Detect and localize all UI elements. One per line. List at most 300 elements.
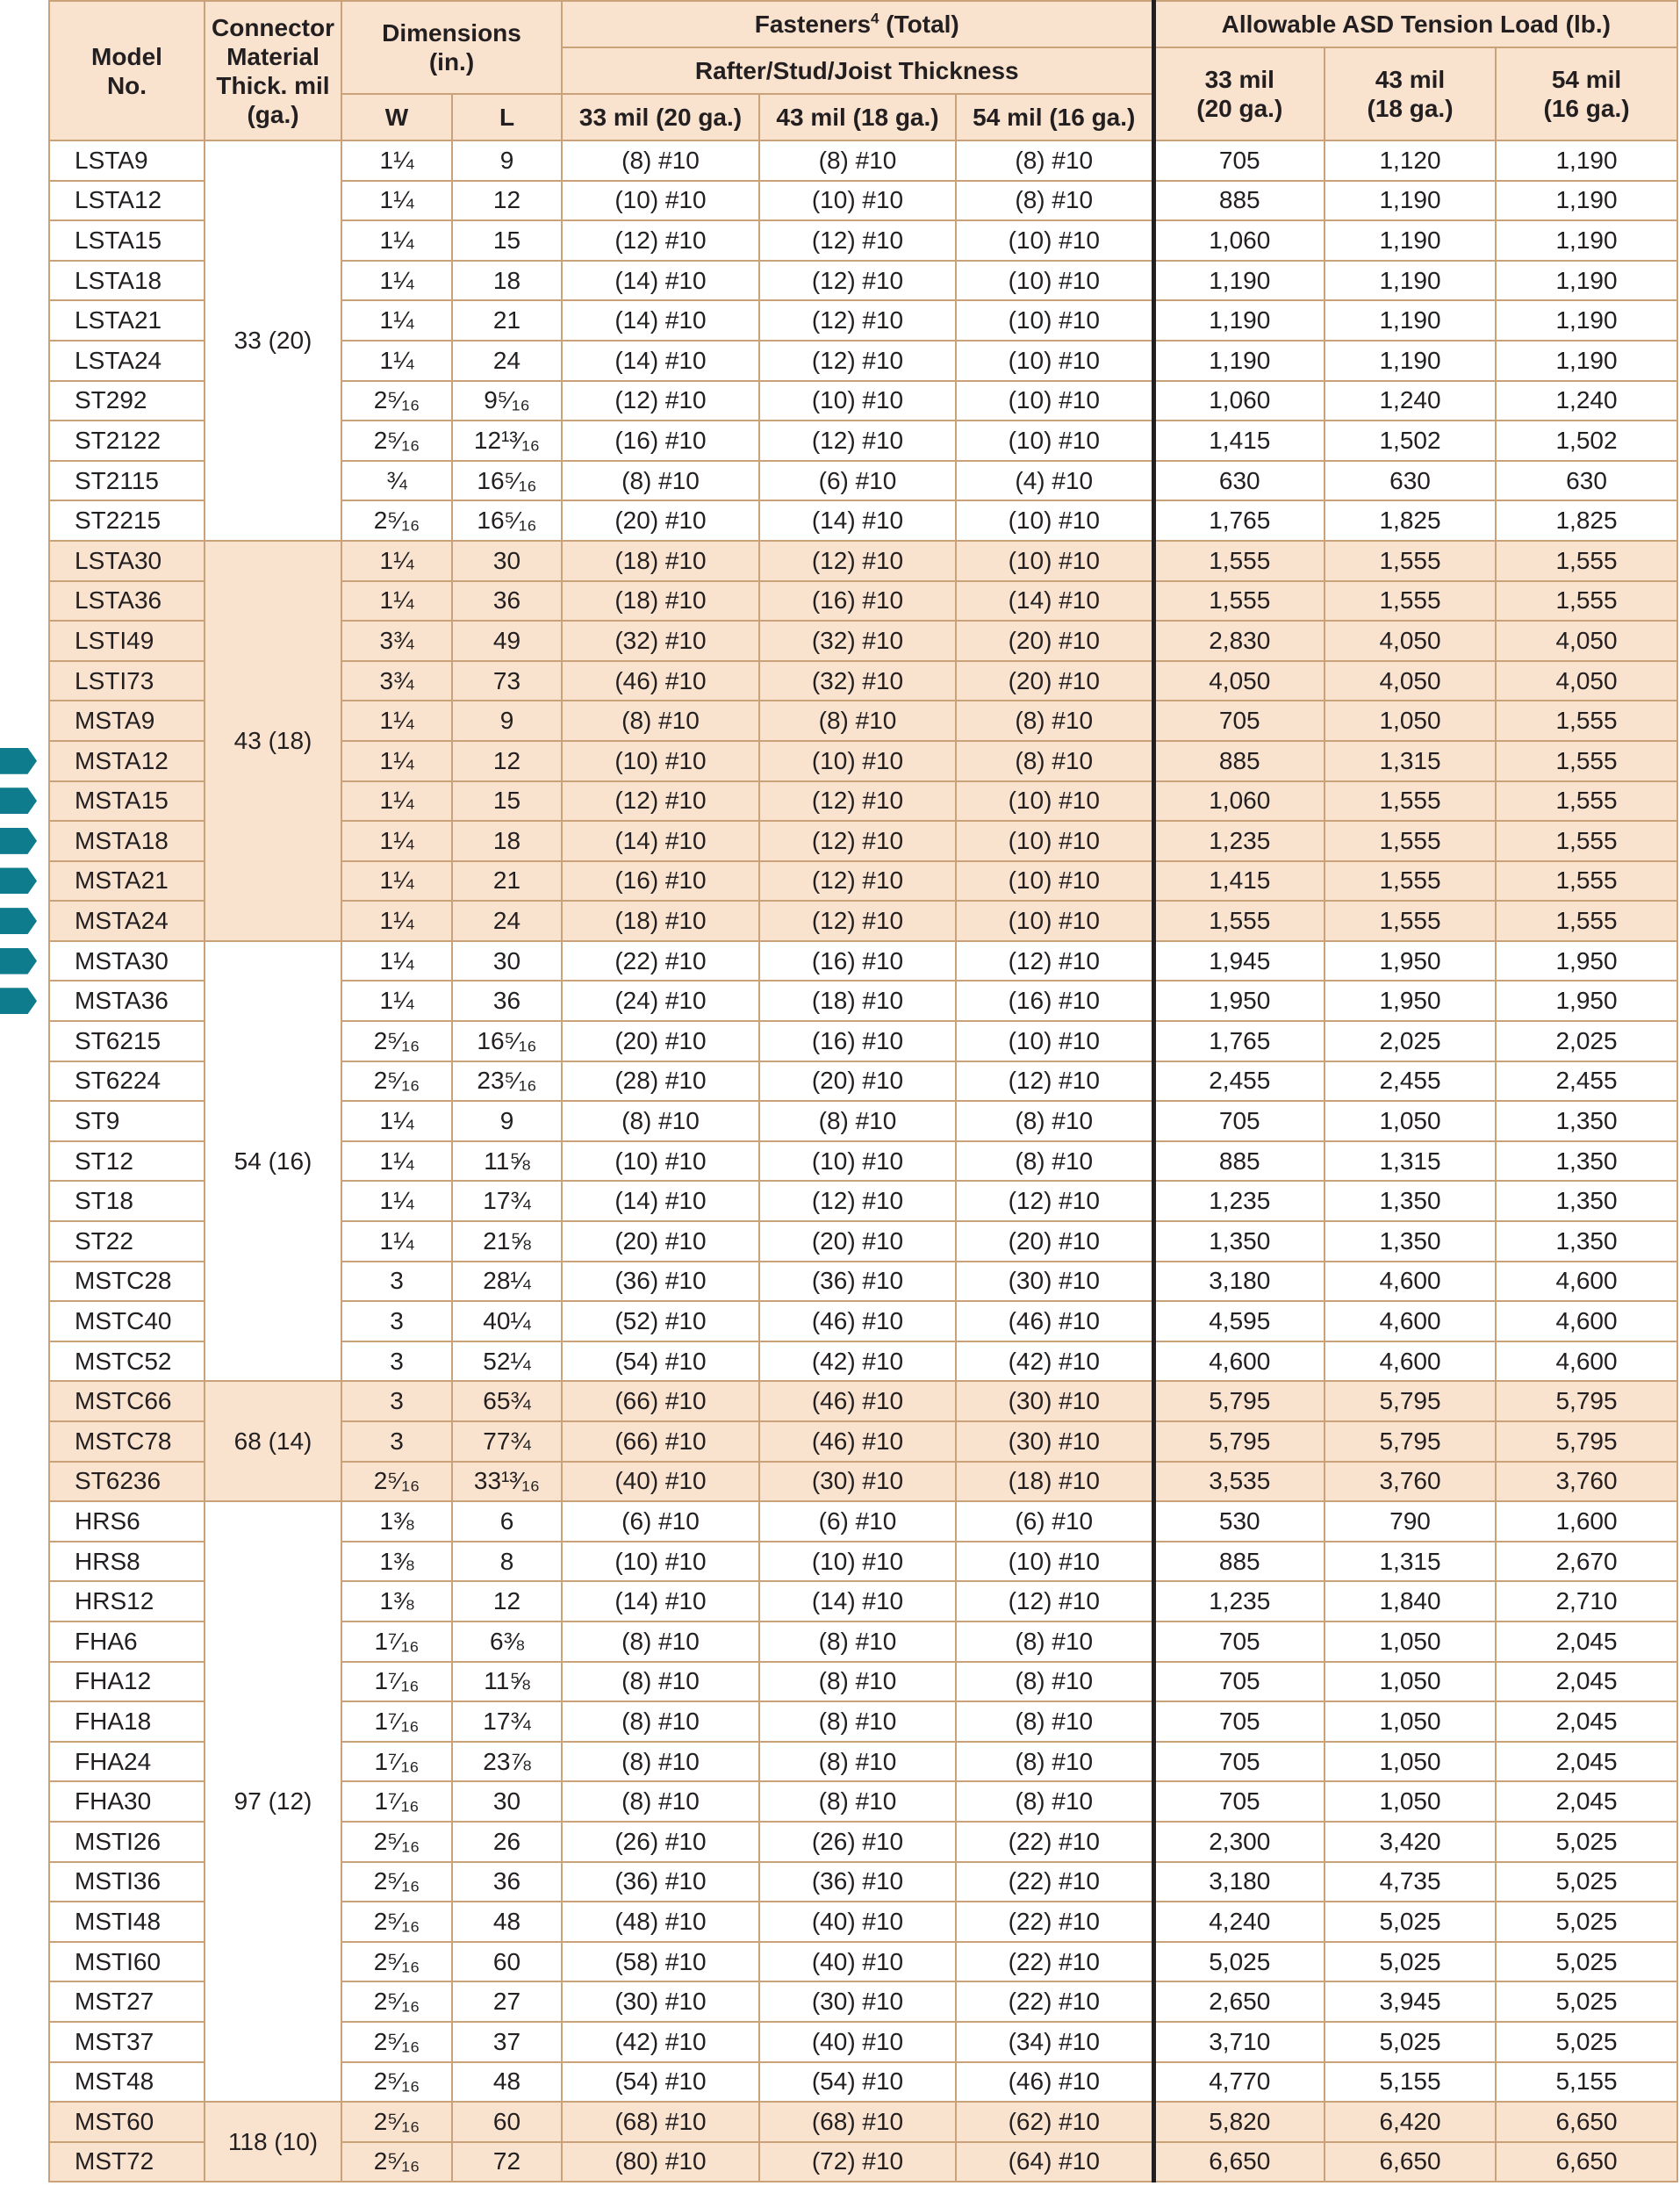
cell-fasteners-54: (8) #10 — [956, 1662, 1153, 1702]
cell-fasteners-54: (6) #10 — [956, 1501, 1153, 1542]
cell-length: 24 — [452, 901, 562, 941]
cell-width: 1¼ — [341, 781, 452, 822]
cell-fasteners-43: (46) #10 — [759, 1301, 956, 1341]
cell-load-43: 4,050 — [1325, 661, 1496, 701]
cell-fasteners-54: (46) #10 — [956, 2062, 1153, 2103]
cell-load-33: 530 — [1153, 1501, 1325, 1542]
spec-table-container — [48, 0, 1678, 2182]
cell-load-43: 630 — [1325, 461, 1496, 501]
cell-fasteners-33: (12) #10 — [562, 781, 759, 822]
cell-fasteners-54: (10) #10 — [956, 261, 1153, 301]
cell-fasteners-54: (10) #10 — [956, 341, 1153, 381]
cell-length: 12 — [452, 1581, 562, 1622]
cell-fasteners-33: (8) #10 — [562, 1622, 759, 1662]
cell-width: 1¼ — [341, 861, 452, 902]
cell-model: FHA18 — [49, 1701, 205, 1742]
cell-length: 33¹³⁄₁₆ — [452, 1462, 562, 1502]
cell-fasteners-43: (16) #10 — [759, 941, 956, 982]
cell-model: LSTA30 — [49, 541, 205, 581]
cell-fasteners-33: (18) #10 — [562, 901, 759, 941]
cell-fasteners-54: (46) #10 — [956, 1301, 1153, 1341]
cell-fasteners-43: (30) #10 — [759, 1462, 956, 1502]
cell-load-54: 1,190 — [1496, 181, 1677, 221]
cell-fasteners-54: (34) #10 — [956, 2022, 1153, 2062]
cell-width: 1¼ — [341, 1141, 452, 1182]
cell-model: ST292 — [49, 381, 205, 421]
cell-model: FHA12 — [49, 1662, 205, 1702]
cell-connector-thick: 97 (12) — [205, 1501, 341, 2102]
cell-model: LSTA12 — [49, 181, 205, 221]
cell-load-54: 2,045 — [1496, 1742, 1677, 1782]
cell-fasteners-54: (8) #10 — [956, 1742, 1153, 1782]
cell-model: MSTC78 — [49, 1421, 205, 1462]
cell-fasteners-54: (10) #10 — [956, 781, 1153, 822]
cell-width: 2⁵⁄₁₆ — [341, 1902, 452, 1942]
cell-model: HRS8 — [49, 1542, 205, 1582]
cell-length: 17¾ — [452, 1181, 562, 1221]
cell-load-54: 2,045 — [1496, 1701, 1677, 1742]
cell-width: 2⁵⁄₁₆ — [341, 421, 452, 461]
cell-fasteners-54: (30) #10 — [956, 1421, 1153, 1462]
cell-length: 21 — [452, 300, 562, 341]
cell-fasteners-54: (12) #10 — [956, 1181, 1153, 1221]
cell-fasteners-33: (8) #10 — [562, 1101, 759, 1141]
cell-model: LSTI49 — [49, 621, 205, 661]
header-allowable-load: Allowable ASD Tension Load (lb.) — [1153, 1, 1677, 47]
cell-length: 48 — [452, 2062, 562, 2103]
cell-model: FHA6 — [49, 1622, 205, 1662]
cell-load-54: 5,025 — [1496, 1822, 1677, 1862]
cell-fasteners-54: (42) #10 — [956, 1341, 1153, 1382]
cell-fasteners-43: (10) #10 — [759, 181, 956, 221]
cell-fasteners-54: (10) #10 — [956, 300, 1153, 341]
cell-load-43: 1,315 — [1325, 1542, 1496, 1582]
cell-length: 17¾ — [452, 1701, 562, 1742]
cell-fasteners-33: (66) #10 — [562, 1421, 759, 1462]
cell-fasteners-43: (16) #10 — [759, 1021, 956, 1061]
cell-fasteners-43: (54) #10 — [759, 2062, 956, 2103]
cell-load-43: 5,155 — [1325, 2062, 1496, 2103]
cell-fasteners-33: (14) #10 — [562, 1581, 759, 1622]
cell-load-43: 4,600 — [1325, 1341, 1496, 1382]
cell-width: 1⁷⁄₁₆ — [341, 1622, 452, 1662]
cell-fasteners-43: (42) #10 — [759, 1341, 956, 1382]
cell-width: 2⁵⁄₁₆ — [341, 1822, 452, 1862]
cell-fasteners-33: (32) #10 — [562, 621, 759, 661]
cell-load-54: 1,190 — [1496, 341, 1677, 381]
cell-model: MSTI48 — [49, 1902, 205, 1942]
cell-fasteners-43: (26) #10 — [759, 1822, 956, 1862]
cell-load-54: 5,795 — [1496, 1381, 1677, 1421]
cell-model: ST2115 — [49, 461, 205, 501]
cell-load-54: 1,190 — [1496, 300, 1677, 341]
cell-length: 36 — [452, 981, 562, 1021]
cell-load-54: 1,555 — [1496, 741, 1677, 781]
cell-load-54: 5,795 — [1496, 1421, 1677, 1462]
cell-width: 3 — [341, 1381, 452, 1421]
cell-length: 9 — [452, 140, 562, 181]
cell-load-33: 1,765 — [1153, 500, 1325, 541]
cell-fasteners-33: (54) #10 — [562, 1341, 759, 1382]
cell-model: MST60 — [49, 2102, 205, 2142]
cell-fasteners-43: (40) #10 — [759, 2022, 956, 2062]
cell-load-33: 705 — [1153, 1701, 1325, 1742]
cell-length: 36 — [452, 581, 562, 622]
cell-load-33: 4,600 — [1153, 1341, 1325, 1382]
cell-load-33: 885 — [1153, 1542, 1325, 1582]
cell-fasteners-43: (18) #10 — [759, 981, 956, 1021]
cell-length: 73 — [452, 661, 562, 701]
header-load-33: 33 mil (20 ga.) — [1153, 47, 1325, 140]
cell-fasteners-54: (8) #10 — [956, 741, 1153, 781]
cell-length: 9 — [452, 1101, 562, 1141]
cell-model: MSTA12 — [49, 741, 205, 781]
cell-model: ST12 — [49, 1141, 205, 1182]
row-marker-icon — [0, 908, 37, 934]
cell-load-33: 2,455 — [1153, 1061, 1325, 1102]
cell-width: 2⁵⁄₁₆ — [341, 2062, 452, 2103]
cell-fasteners-43: (8) #10 — [759, 140, 956, 181]
cell-fasteners-33: (52) #10 — [562, 1301, 759, 1341]
cell-fasteners-43: (14) #10 — [759, 500, 956, 541]
cell-fasteners-43: (6) #10 — [759, 1501, 956, 1542]
cell-fasteners-43: (40) #10 — [759, 1902, 956, 1942]
cell-fasteners-33: (12) #10 — [562, 381, 759, 421]
row-marker-icon — [0, 748, 37, 774]
cell-fasteners-33: (18) #10 — [562, 541, 759, 581]
cell-fasteners-43: (8) #10 — [759, 1101, 956, 1141]
cell-load-43: 1,315 — [1325, 1141, 1496, 1182]
cell-load-33: 705 — [1153, 701, 1325, 741]
cell-model: LSTA21 — [49, 300, 205, 341]
cell-fasteners-54: (30) #10 — [956, 1381, 1153, 1421]
cell-fasteners-54: (22) #10 — [956, 1981, 1153, 2022]
cell-fasteners-54: (10) #10 — [956, 861, 1153, 902]
cell-load-54: 1,350 — [1496, 1221, 1677, 1262]
cell-load-43: 1,190 — [1325, 300, 1496, 341]
cell-fasteners-43: (8) #10 — [759, 1701, 956, 1742]
cell-model: LSTA24 — [49, 341, 205, 381]
cell-length: 11⅝ — [452, 1662, 562, 1702]
cell-fasteners-33: (26) #10 — [562, 1822, 759, 1862]
cell-fasteners-54: (4) #10 — [956, 461, 1153, 501]
cell-load-33: 885 — [1153, 1141, 1325, 1182]
cell-model: MST37 — [49, 2022, 205, 2062]
cell-length: 30 — [452, 541, 562, 581]
cell-fasteners-33: (18) #10 — [562, 581, 759, 622]
cell-load-33: 2,300 — [1153, 1822, 1325, 1862]
cell-model: MSTA9 — [49, 701, 205, 741]
cell-fasteners-54: (10) #10 — [956, 1021, 1153, 1061]
cell-load-33: 1,555 — [1153, 901, 1325, 941]
cell-load-43: 1,120 — [1325, 140, 1496, 181]
cell-length: 40¼ — [452, 1301, 562, 1341]
cell-fasteners-43: (10) #10 — [759, 381, 956, 421]
cell-connector-thick: 43 (18) — [205, 541, 341, 941]
cell-fasteners-43: (12) #10 — [759, 781, 956, 822]
cell-fasteners-43: (12) #10 — [759, 1181, 956, 1221]
cell-load-43: 6,650 — [1325, 2142, 1496, 2182]
cell-fasteners-33: (16) #10 — [562, 861, 759, 902]
cell-model: LSTI73 — [49, 661, 205, 701]
cell-model: MSTA21 — [49, 861, 205, 902]
cell-fasteners-43: (8) #10 — [759, 701, 956, 741]
cell-load-43: 4,600 — [1325, 1301, 1496, 1341]
row-marker-icon — [0, 828, 37, 854]
cell-load-54: 1,555 — [1496, 901, 1677, 941]
cell-fasteners-43: (16) #10 — [759, 581, 956, 622]
cell-length: 60 — [452, 2102, 562, 2142]
cell-model: MSTC40 — [49, 1301, 205, 1341]
cell-load-43: 1,840 — [1325, 1581, 1496, 1622]
cell-model: MSTA24 — [49, 901, 205, 941]
cell-load-33: 2,650 — [1153, 1981, 1325, 2022]
cell-width: 2⁵⁄₁₆ — [341, 1021, 452, 1061]
cell-width: 2⁵⁄₁₆ — [341, 2142, 452, 2182]
cell-fasteners-33: (14) #10 — [562, 1181, 759, 1221]
cell-model: MSTC52 — [49, 1341, 205, 1382]
cell-load-33: 3,535 — [1153, 1462, 1325, 1502]
cell-load-54: 1,555 — [1496, 861, 1677, 902]
cell-fasteners-54: (10) #10 — [956, 821, 1153, 861]
row-marker-icon — [0, 948, 37, 974]
cell-width: 1¼ — [341, 821, 452, 861]
cell-load-43: 1,555 — [1325, 861, 1496, 902]
cell-load-33: 705 — [1153, 1781, 1325, 1822]
cell-load-33: 1,235 — [1153, 821, 1325, 861]
cell-load-54: 1,240 — [1496, 381, 1677, 421]
cell-model: MSTI60 — [49, 1942, 205, 1982]
cell-fasteners-43: (6) #10 — [759, 461, 956, 501]
cell-load-43: 1,190 — [1325, 341, 1496, 381]
cell-load-33: 1,415 — [1153, 421, 1325, 461]
cell-fasteners-54: (10) #10 — [956, 1542, 1153, 1582]
cell-load-33: 4,595 — [1153, 1301, 1325, 1341]
cell-length: 37 — [452, 2022, 562, 2062]
cell-load-43: 1,555 — [1325, 581, 1496, 622]
header-load-54: 54 mil (16 ga.) — [1496, 47, 1677, 140]
cell-model: MSTC66 — [49, 1381, 205, 1421]
cell-fasteners-43: (32) #10 — [759, 621, 956, 661]
cell-width: 1¼ — [341, 581, 452, 622]
header-fasteners: Fasteners$^4$ (Total) — [562, 1, 1153, 47]
cell-load-33: 4,050 — [1153, 661, 1325, 701]
cell-load-33: 1,190 — [1153, 341, 1325, 381]
cell-fasteners-33: (10) #10 — [562, 1542, 759, 1582]
cell-fasteners-33: (46) #10 — [562, 661, 759, 701]
cell-width: 3¾ — [341, 661, 452, 701]
cell-load-43: 1,350 — [1325, 1181, 1496, 1221]
cell-fasteners-54: (8) #10 — [956, 1101, 1153, 1141]
cell-fasteners-43: (10) #10 — [759, 741, 956, 781]
header-fast-43: 43 mil (18 ga.) — [759, 94, 956, 140]
cell-length: 28¼ — [452, 1262, 562, 1302]
cell-length: 30 — [452, 1781, 562, 1822]
cell-fasteners-43: (12) #10 — [759, 261, 956, 301]
table-row — [49, 140, 1677, 181]
cell-fasteners-54: (20) #10 — [956, 661, 1153, 701]
cell-width: 2⁵⁄₁₆ — [341, 1981, 452, 2022]
cell-width: 1¼ — [341, 220, 452, 261]
cell-length: 72 — [452, 2142, 562, 2182]
cell-fasteners-54: (62) #10 — [956, 2102, 1153, 2142]
cell-fasteners-43: (12) #10 — [759, 300, 956, 341]
cell-model: FHA30 — [49, 1781, 205, 1822]
cell-fasteners-43: (36) #10 — [759, 1262, 956, 1302]
cell-length: 49 — [452, 621, 562, 661]
cell-load-43: 1,555 — [1325, 821, 1496, 861]
cell-fasteners-54: (10) #10 — [956, 901, 1153, 941]
cell-fasteners-43: (14) #10 — [759, 1581, 956, 1622]
cell-load-54: 1,190 — [1496, 220, 1677, 261]
cell-length: 36 — [452, 1862, 562, 1902]
cell-load-54: 1,950 — [1496, 941, 1677, 982]
cell-load-54: 4,600 — [1496, 1301, 1677, 1341]
cell-load-33: 705 — [1153, 1622, 1325, 1662]
cell-load-43: 1,050 — [1325, 1662, 1496, 1702]
cell-load-43: 790 — [1325, 1501, 1496, 1542]
cell-fasteners-54: (10) #10 — [956, 220, 1153, 261]
cell-fasteners-54: (16) #10 — [956, 981, 1153, 1021]
table-row — [49, 541, 1677, 581]
cell-fasteners-33: (80) #10 — [562, 2142, 759, 2182]
cell-load-54: 1,555 — [1496, 581, 1677, 622]
cell-fasteners-54: (12) #10 — [956, 941, 1153, 982]
cell-fasteners-54: (10) #10 — [956, 381, 1153, 421]
cell-load-54: 1,350 — [1496, 1181, 1677, 1221]
header-fast-54: 54 mil (16 ga.) — [956, 94, 1153, 140]
header-l: L — [452, 94, 562, 140]
cell-fasteners-33: (12) #10 — [562, 220, 759, 261]
cell-width: 1¼ — [341, 901, 452, 941]
cell-fasteners-33: (28) #10 — [562, 1061, 759, 1102]
cell-load-54: 4,050 — [1496, 621, 1677, 661]
cell-model: LSTA9 — [49, 140, 205, 181]
cell-load-54: 5,025 — [1496, 2022, 1677, 2062]
cell-length: 12 — [452, 741, 562, 781]
cell-load-54: 2,025 — [1496, 1021, 1677, 1061]
cell-load-54: 2,045 — [1496, 1662, 1677, 1702]
cell-load-33: 1,060 — [1153, 220, 1325, 261]
cell-fasteners-33: (30) #10 — [562, 1981, 759, 2022]
cell-width: 3 — [341, 1301, 452, 1341]
cell-load-54: 4,600 — [1496, 1262, 1677, 1302]
header-w: W — [341, 94, 452, 140]
cell-length: 18 — [452, 821, 562, 861]
cell-fasteners-54: (8) #10 — [956, 1141, 1153, 1182]
cell-fasteners-43: (72) #10 — [759, 2142, 956, 2182]
cell-length: 16⁵⁄₁₆ — [452, 1021, 562, 1061]
cell-fasteners-54: (12) #10 — [956, 1061, 1153, 1102]
cell-load-43: 4,735 — [1325, 1862, 1496, 1902]
header-model-no: Model No. — [49, 1, 205, 140]
cell-length: 6 — [452, 1501, 562, 1542]
cell-load-54: 1,190 — [1496, 261, 1677, 301]
table-row — [49, 2102, 1677, 2142]
cell-load-33: 705 — [1153, 1742, 1325, 1782]
cell-load-54: 2,710 — [1496, 1581, 1677, 1622]
cell-width: 1¼ — [341, 181, 452, 221]
cell-load-33: 3,180 — [1153, 1262, 1325, 1302]
cell-fasteners-33: (36) #10 — [562, 1262, 759, 1302]
cell-fasteners-43: (8) #10 — [759, 1742, 956, 1782]
cell-fasteners-54: (10) #10 — [956, 500, 1153, 541]
cell-fasteners-43: (12) #10 — [759, 861, 956, 902]
cell-model: HRS6 — [49, 1501, 205, 1542]
cell-load-33: 1,555 — [1153, 581, 1325, 622]
cell-fasteners-33: (58) #10 — [562, 1942, 759, 1982]
cell-load-33: 1,350 — [1153, 1221, 1325, 1262]
cell-load-54: 5,025 — [1496, 1862, 1677, 1902]
cell-fasteners-43: (8) #10 — [759, 1622, 956, 1662]
cell-load-43: 3,420 — [1325, 1822, 1496, 1862]
cell-width: 1¼ — [341, 541, 452, 581]
cell-length: 15 — [452, 781, 562, 822]
row-marker-icon — [0, 988, 37, 1014]
cell-fasteners-54: (8) #10 — [956, 1781, 1153, 1822]
cell-length: 12 — [452, 181, 562, 221]
cell-load-43: 1,555 — [1325, 901, 1496, 941]
cell-load-33: 2,830 — [1153, 621, 1325, 661]
cell-length: 60 — [452, 1942, 562, 1982]
cell-model: MSTI36 — [49, 1862, 205, 1902]
cell-load-54: 4,050 — [1496, 661, 1677, 701]
row-marker-icon — [0, 867, 37, 894]
cell-fasteners-33: (20) #10 — [562, 1221, 759, 1262]
cell-length: 23⅞ — [452, 1742, 562, 1782]
cell-load-43: 1,502 — [1325, 421, 1496, 461]
cell-load-33: 1,060 — [1153, 781, 1325, 822]
cell-load-43: 4,050 — [1325, 621, 1496, 661]
cell-model: ST22 — [49, 1221, 205, 1262]
cell-load-43: 1,240 — [1325, 381, 1496, 421]
cell-load-43: 1,555 — [1325, 541, 1496, 581]
cell-load-33: 705 — [1153, 1101, 1325, 1141]
cell-model: HRS12 — [49, 1581, 205, 1622]
cell-length: 77¾ — [452, 1421, 562, 1462]
cell-width: 2⁵⁄₁₆ — [341, 1462, 452, 1502]
cell-fasteners-33: (8) #10 — [562, 701, 759, 741]
cell-fasteners-43: (46) #10 — [759, 1421, 956, 1462]
cell-width: 1⁷⁄₁₆ — [341, 1781, 452, 1822]
cell-length: 6⅜ — [452, 1622, 562, 1662]
table-row — [49, 1381, 1677, 1421]
cell-load-43: 1,050 — [1325, 1742, 1496, 1782]
cell-load-43: 2,025 — [1325, 1021, 1496, 1061]
cell-fasteners-54: (18) #10 — [956, 1462, 1153, 1502]
cell-load-33: 5,025 — [1153, 1942, 1325, 1982]
cell-fasteners-54: (12) #10 — [956, 1581, 1153, 1622]
cell-load-33: 1,190 — [1153, 261, 1325, 301]
cell-load-43: 1,825 — [1325, 500, 1496, 541]
cell-load-43: 3,945 — [1325, 1981, 1496, 2022]
cell-load-43: 1,190 — [1325, 220, 1496, 261]
cell-load-43: 1,950 — [1325, 941, 1496, 982]
cell-load-54: 1,350 — [1496, 1141, 1677, 1182]
cell-fasteners-43: (8) #10 — [759, 1781, 956, 1822]
cell-model: MSTC28 — [49, 1262, 205, 1302]
cell-fasteners-33: (8) #10 — [562, 1781, 759, 1822]
cell-model: ST2122 — [49, 421, 205, 461]
cell-load-33: 5,795 — [1153, 1421, 1325, 1462]
cell-length: 30 — [452, 941, 562, 982]
cell-length: 11⅝ — [452, 1141, 562, 1182]
cell-width: 2⁵⁄₁₆ — [341, 2102, 452, 2142]
cell-width: 1¼ — [341, 701, 452, 741]
cell-load-43: 5,025 — [1325, 1942, 1496, 1982]
cell-load-33: 4,240 — [1153, 1902, 1325, 1942]
cell-width: ¾ — [341, 461, 452, 501]
